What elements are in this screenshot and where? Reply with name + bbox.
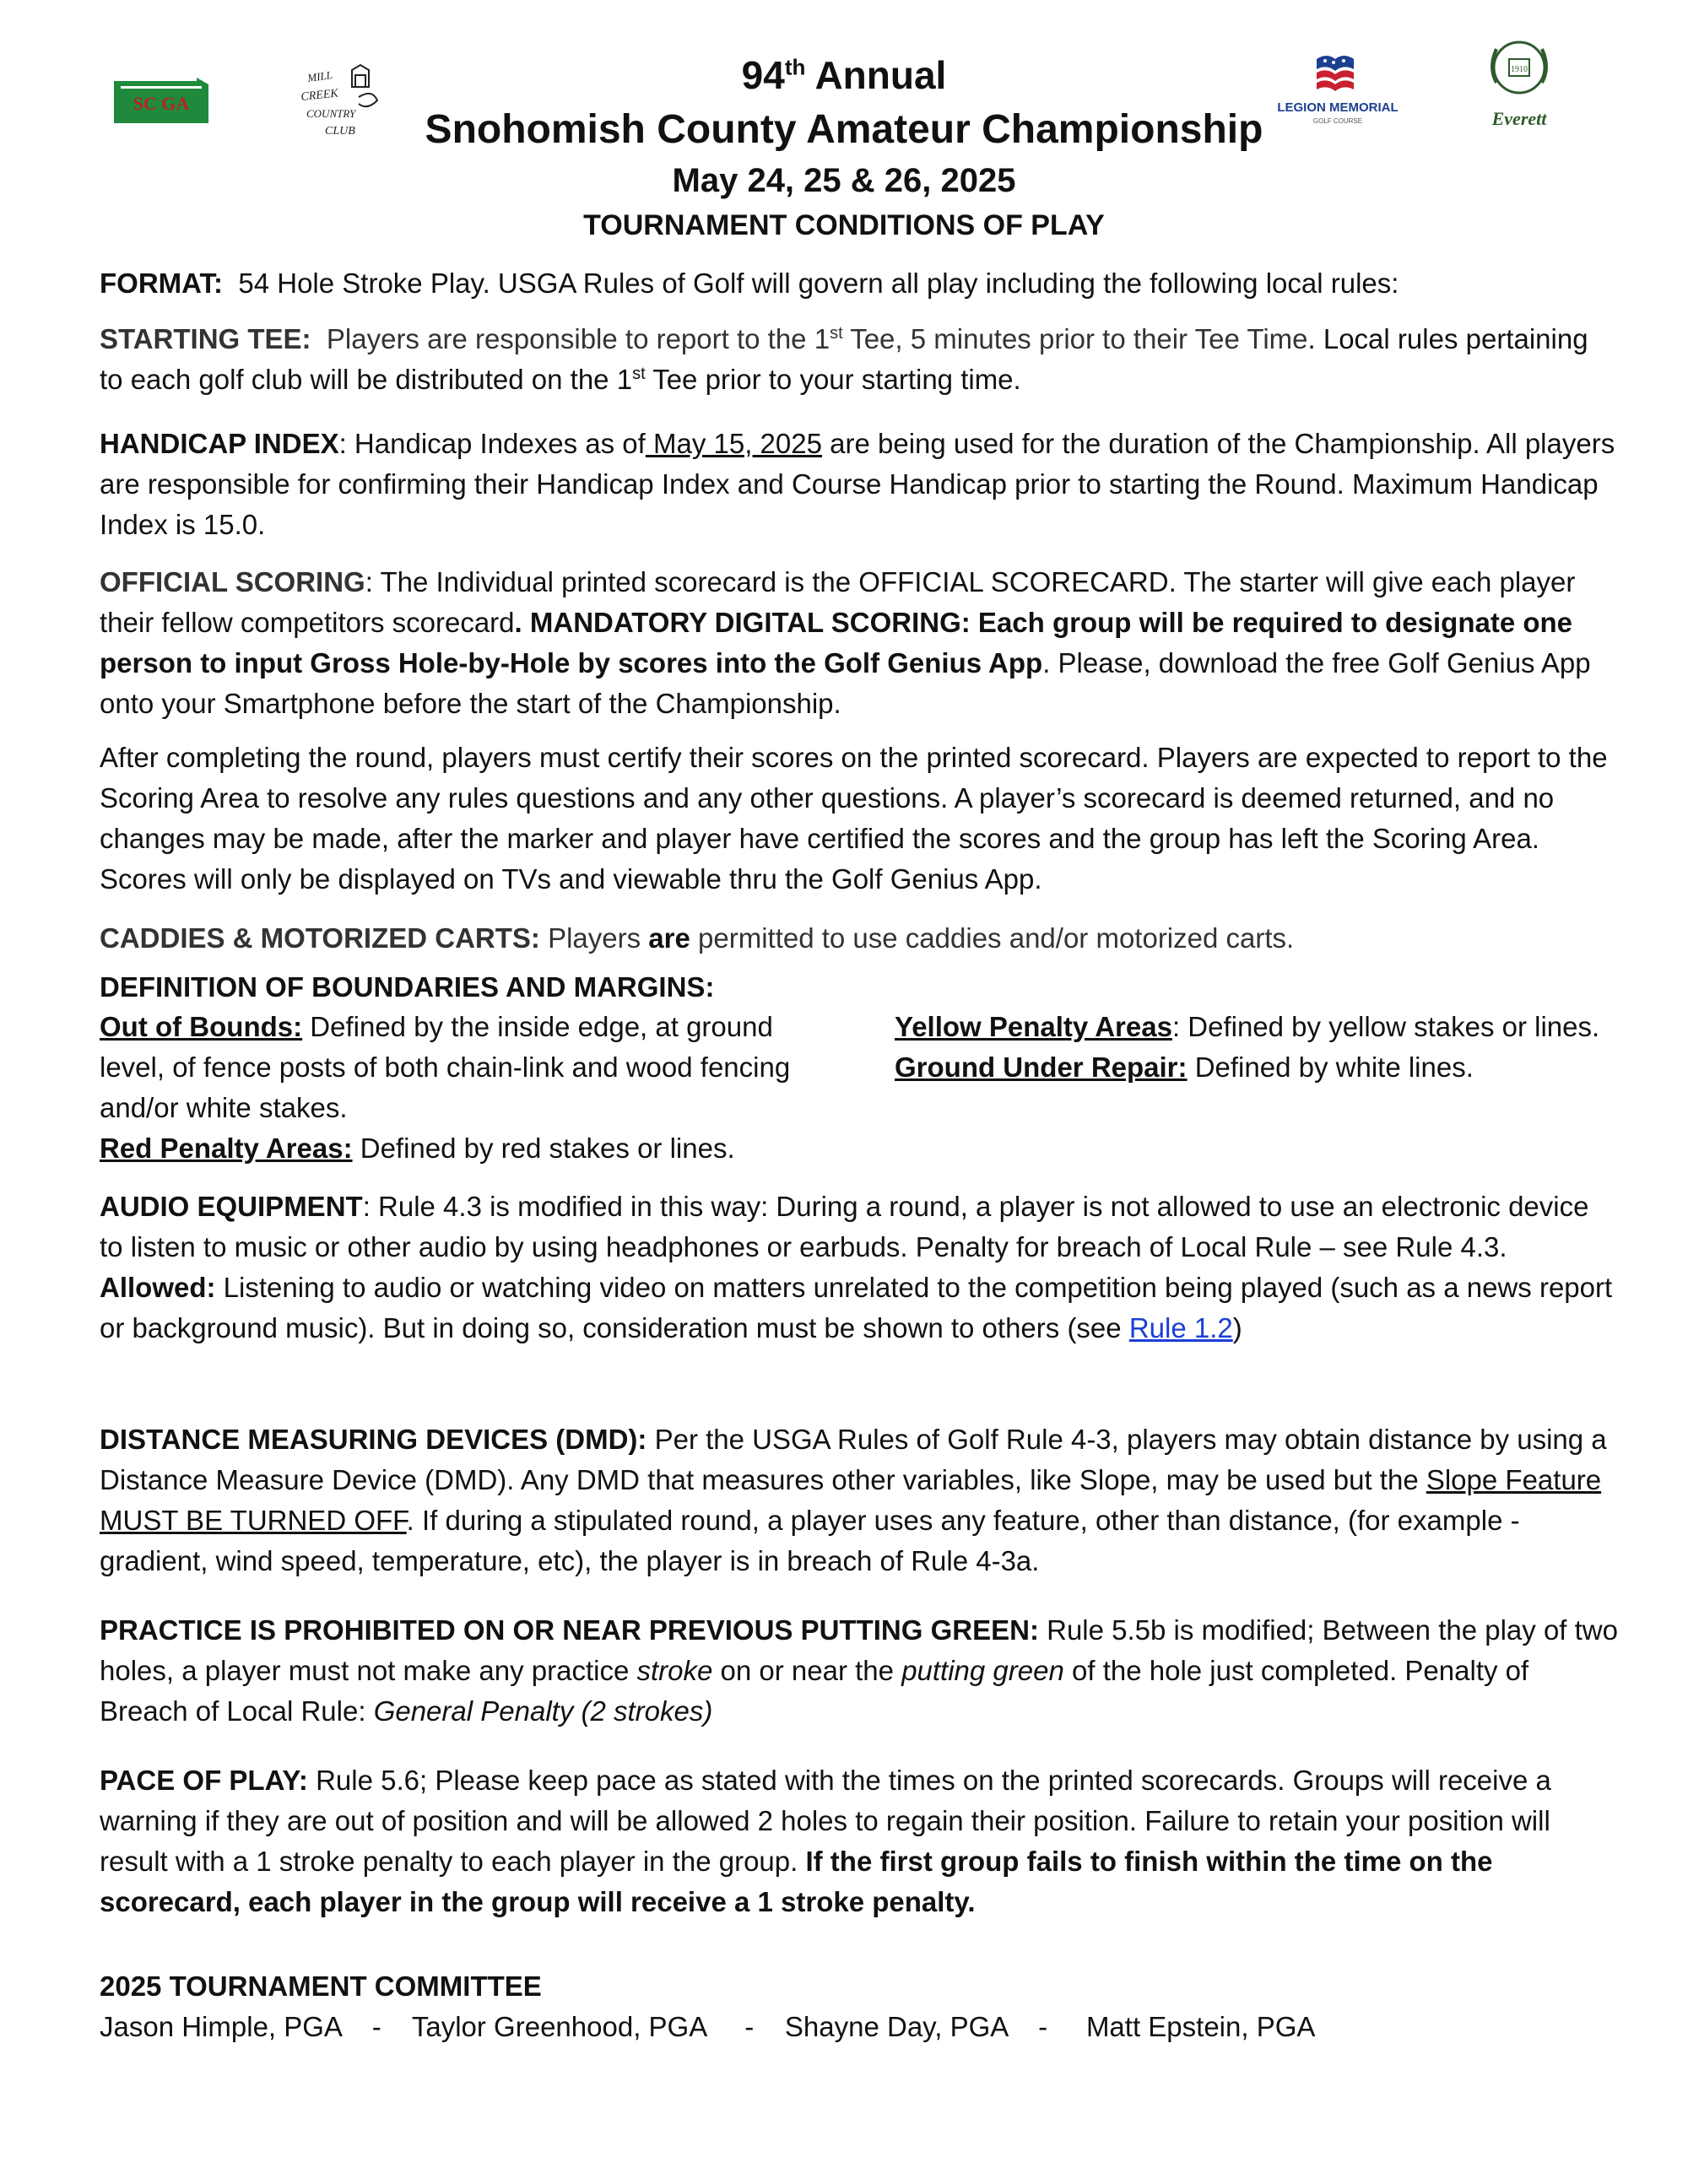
svg-text:LEGION MEMORIAL: LEGION MEMORIAL	[1277, 100, 1399, 115]
audio-section: AUDIO EQUIPMENT: Rule 4.3 is modified in this way: During a round, a player is not allowed to use an electronic device to listen to music or other audio by using headphones or earbuds. Penalty for breach of Local Rule – see Rule 4.3. Allowed: Listening to audio or watching video on matters unrelated to the competition being played (such as a news report or background music). But in doing so, consideration must be shown to others (see Rule 1.2)	[100, 1191, 1613, 1343]
out-of-bounds-definition: Out of Bounds: Defined by the inside edge, at ground level, of fence posts of both chain-link and wood fencing and/or white stakes.	[100, 1011, 791, 1123]
svg-text:CLUB: CLUB	[325, 125, 355, 138]
yellow-penalty-definition: Yellow Penalty Areas: Defined by yellow stakes or lines.	[895, 1011, 1600, 1042]
red-penalty-definition: Red Penalty Areas: Defined by red stakes or lines.	[100, 1133, 735, 1164]
certify-section: After completing the round, players must certify their scores on the printed scorecard. Players are expected to report to the Scoring Area to resolve any rules questions and any other questions. A player’s scorecard is deemed returned, and no changes may be made, after the marker and player have certified the scores and the group has left the Scoring Area. Scores will only be displayed on TVs and viewable thru the Golf Genius App.	[100, 742, 1608, 895]
dmd-section: DISTANCE MEASURING DEVICES (DMD): Per the USGA Rules of Golf Rule 4-3, players may obtain distance by using a Distance Measure Device (DMD). Any DMD that measures other variables, like Slope, may be used but the Slope Feature MUST BE TURNED OFF. If during a stipulated round, a player uses any feature, other than distance, (for example - gradient, wind speed, temperature, etc), the player is in breach of Rule 4-3a.	[100, 1424, 1607, 1576]
format-section: FORMAT: 54 Hole Stroke Play. USGA Rules of Golf will govern all play including the following local rules:	[100, 268, 1399, 299]
svg-text:1910: 1910	[1511, 65, 1528, 74]
caddies-section: CADDIES & MOTORIZED CARTS: Players are permitted to use caddies and/or motorized carts.	[100, 922, 1295, 954]
boundaries-right-column	[895, 1007, 1620, 1088]
rule-1-2-link[interactable]: Rule 1.2	[1128, 1312, 1233, 1343]
committee-members: Jason Himple, PGA - Taylor Greenhood, PGA - Shayne Day, PGA - Matt Epstein, PGA	[100, 2011, 1316, 2042]
svg-text:SC GA: SC GA	[133, 93, 190, 114]
boundaries-left-column	[100, 1007, 817, 1169]
svg-text:CREEK: CREEK	[300, 87, 339, 104]
championship-dates: May 24, 25 & 26, 2025	[672, 162, 1016, 199]
starting-tee-section: STARTING TEE: Players are responsible to report to the 1st Tee, 5 minutes prior to their Tee Time. Local rules pertaining to each golf club will be distributed on the 1st Tee prior to your starting time.	[100, 323, 1588, 395]
everett-logo	[1481, 34, 1557, 133]
annual-heading: 94th Annual	[741, 53, 947, 97]
conditions-heading: TOURNAMENT CONDITIONS OF PLAY	[583, 209, 1105, 241]
ground-under-repair-definition: Ground Under Repair: Defined by white lines.	[895, 1051, 1474, 1083]
scga-logo	[114, 78, 208, 125]
committee-heading: 2025 TOURNAMENT COMMITTEE	[100, 1970, 542, 2002]
svg-text:COUNTRY: COUNTRY	[306, 107, 356, 120]
svg-text:MILL: MILL	[306, 68, 333, 84]
official-scoring-section: OFFICIAL SCORING: The Individual printed scorecard is the OFFICIAL SCORECARD. The starter will give each player their fellow competitors scorecard. MANDATORY DIGITAL SCORING: Each group will be required to designate one person to input Gross Hole-by-Hole by scores into the Golf Genius App. Please, download the free Golf Genius App onto your Smartphone before the start of the Championship.	[100, 566, 1591, 719]
championship-title: Snohomish County Amateur Championship	[425, 107, 1263, 152]
boundaries-heading: DEFINITION OF BOUNDARIES AND MARGINS:	[100, 971, 715, 1003]
practice-section: PRACTICE IS PROHIBITED ON OR NEAR PREVIOUS PUTTING GREEN: Rule 5.5b is modified; Between the play of two holes, a player must not make any practice stroke on or near the putting green of the hole just completed. Penalty of Breach of Local Rule: General Penalty (2 strokes)	[100, 1614, 1618, 1727]
pace-section: PACE OF PLAY: Rule 5.6; Please keep pace as stated with the times on the printed scorecards. Groups will receive a warning if they are out of position and will be allowed 2 holes to regain their position. Failure to retain your position will result with a 1 stroke penalty to each player in the group. If the first group fails to finish within the time on the scorecard, each player in the group will receive a 1 stroke penalty.	[100, 1765, 1551, 1917]
svg-text:Everett: Everett	[1491, 108, 1547, 129]
svg-text:GOLF COURSE: GOLF COURSE	[1312, 117, 1363, 125]
handicap-section: HANDICAP INDEX: Handicap Indexes as of May 15, 2025 are being used for the duration of the Championship. All players are responsible for confirming their Handicap Index and Course Handicap prior to starting the Round. Maximum Handicap Index is 15.0.	[100, 428, 1615, 540]
